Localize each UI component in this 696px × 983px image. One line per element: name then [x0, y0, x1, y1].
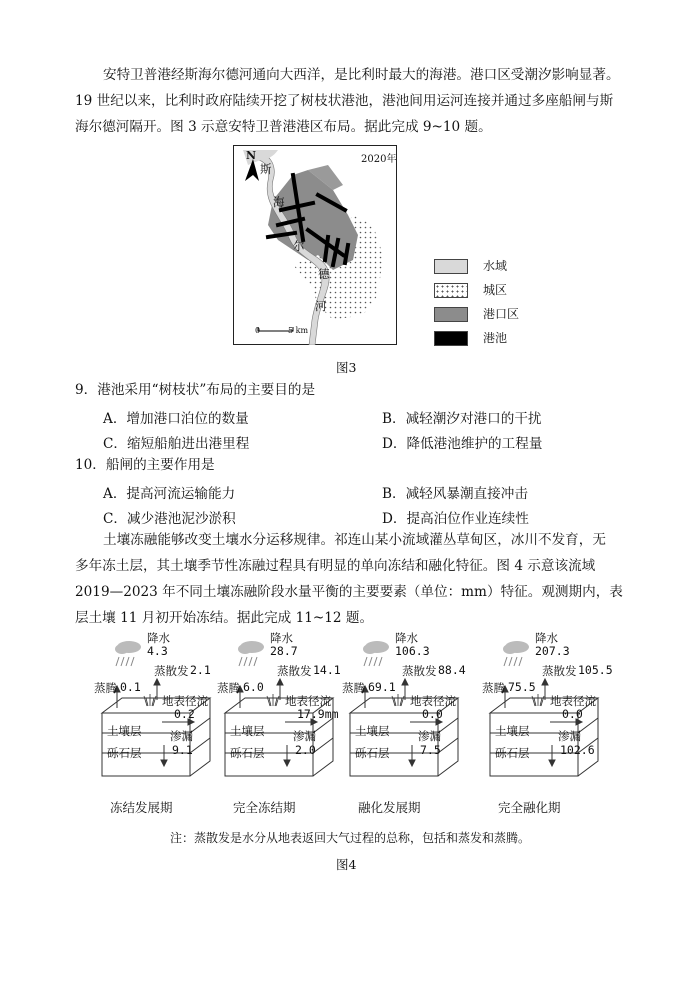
runoff-label: 地表径流	[550, 694, 596, 708]
runoff-value: 0.0	[422, 707, 443, 721]
scale-label: 5 km	[288, 326, 309, 335]
q10-option-a[interactable]: A．提高河流运输能力	[103, 486, 236, 502]
legend-label-dock: 港池	[483, 331, 508, 345]
seep-value: 9.1	[172, 743, 193, 757]
para2-line-1: 土壤冻融能够改变土壤水分运移规律。祁连山某小流域灌丛草甸区，冰川不发育，无	[103, 532, 606, 548]
legend-swatch-dock	[434, 331, 468, 346]
runoff-label: 地表径流	[410, 694, 456, 708]
port-map	[233, 145, 397, 345]
precip-label: 降水	[395, 631, 418, 645]
stage-panel	[92, 630, 217, 815]
runoff-value: 0.0	[562, 707, 583, 721]
transp-label: 蒸腾	[94, 681, 117, 695]
transp-value: 75.5	[508, 680, 536, 694]
transp-label: 蒸腾	[217, 681, 240, 695]
legend-swatch-water	[434, 259, 468, 274]
intro-line-3: 海尔德河隔开。图 3 示意安特卫普港港区布局。据此完成 9~10 题。	[75, 119, 492, 135]
soil-label: 土壤层	[230, 724, 265, 738]
stage-panel	[340, 630, 465, 815]
runoff-value: 17.9mm	[297, 707, 339, 721]
precip-label: 降水	[535, 631, 558, 645]
precip-value: 207.3	[535, 644, 570, 658]
seep-label: 渗漏	[170, 729, 193, 743]
soil-label: 土壤层	[495, 724, 530, 738]
evap-label: 蒸散发	[277, 664, 312, 678]
stage-name: 完全融化期	[498, 800, 561, 815]
grass-icon	[392, 694, 404, 706]
legend-label-water: 水域	[483, 259, 508, 273]
legend-swatch-port	[434, 307, 468, 322]
precip-label: 降水	[147, 631, 170, 645]
seep-label: 渗漏	[293, 729, 316, 743]
q10-option-b[interactable]: B．减轻风暴潮直接冲击	[382, 486, 528, 502]
gravel-label: 砾石层	[230, 746, 265, 760]
q9-option-c[interactable]: C．缩短船舶进出港里程	[103, 436, 250, 452]
precip-value: 4.3	[147, 644, 168, 658]
seep-label: 渗漏	[558, 729, 581, 743]
figure-4-caption: 图4	[336, 857, 357, 872]
transp-label: 蒸腾	[482, 681, 505, 695]
runoff-label: 地表径流	[162, 694, 208, 708]
rain-cloud-icon	[238, 641, 264, 666]
precip-value: 106.3	[395, 644, 430, 658]
river-char-1: 斯	[260, 162, 272, 176]
grass-icon	[532, 694, 544, 706]
legend-swatch-city	[434, 283, 468, 298]
legend-label-port: 港口区	[483, 307, 520, 321]
soil-label: 土壤层	[107, 724, 142, 738]
north-label: N	[246, 149, 257, 162]
transp-label: 蒸腾	[342, 681, 365, 695]
para2-line-3: 2019—2023 年不同土壤冻融阶段水量平衡的主要要素（单位：mm）特征。观测期内，表	[75, 584, 623, 600]
para2-line-4: 层土壤 11 月初开始冻结。据此完成 11~12 题。	[75, 610, 374, 626]
river-char-2: 海	[273, 195, 285, 209]
q10-stem: 10．船闸的主要作用是	[75, 457, 215, 473]
gravel-label: 砾石层	[495, 746, 530, 760]
q9-option-a[interactable]: A．增加港口泊位的数量	[103, 411, 249, 427]
stage-panel	[480, 630, 613, 815]
evap-value: 105.5	[578, 663, 613, 677]
seep-value: 2.0	[295, 743, 316, 757]
scale-zero: 0	[255, 326, 261, 335]
evap-label: 蒸散发	[542, 664, 577, 678]
q10-option-c[interactable]: C．减少港池泥沙淤积	[103, 511, 236, 527]
grass-icon	[144, 694, 156, 706]
legend-label-city: 城区	[483, 283, 508, 297]
stage-name: 冻结发展期	[110, 800, 173, 815]
figure-4-note: 注：蒸散发是水分从地表返回大气过程的总称，包括和蒸发和蒸腾。	[170, 831, 531, 845]
rain-cloud-icon	[115, 641, 141, 666]
q9-option-d[interactable]: D．降低港池维护的工程量	[382, 436, 543, 452]
evap-label: 蒸散发	[154, 664, 189, 678]
river-char-3: 尔	[293, 239, 305, 253]
gravel-label: 砾石层	[355, 746, 390, 760]
river-char-5: 河	[315, 299, 327, 313]
runoff-label: 地表径流	[285, 694, 331, 708]
q9-stem: 9．港池采用“树枝状”布局的主要目的是	[75, 382, 316, 398]
map-year: 2020年	[361, 154, 397, 165]
transp-value: 0.1	[120, 680, 141, 694]
q10-option-d[interactable]: D．提高泊位作业连续性	[382, 511, 529, 527]
seep-value: 102.6	[560, 743, 595, 757]
intro-line-1: 安特卫普港经斯海尔德河通向大西洋，是比利时最大的海港。港口区受潮汐影响显著。	[103, 67, 620, 83]
evap-value: 14.1	[313, 663, 341, 677]
rain-cloud-icon	[503, 641, 529, 666]
rain-cloud-icon	[363, 641, 389, 666]
seep-value: 7.5	[420, 743, 441, 757]
runoff-value: 0.2	[174, 707, 195, 721]
para2-line-2: 多年冻土层，其土壤季节性冻融过程具有明显的单向冻结和融化特征。图 4 示意该流域	[75, 558, 596, 574]
gravel-label: 砾石层	[107, 746, 142, 760]
precip-value: 28.7	[270, 644, 298, 658]
transp-value: 69.1	[368, 680, 396, 694]
figure-3-map	[233, 145, 397, 345]
stage-name: 融化发展期	[358, 800, 421, 815]
evap-value: 88.4	[438, 663, 466, 677]
evap-label: 蒸散发	[402, 664, 437, 678]
transp-value: 6.0	[243, 680, 264, 694]
intro-line-2: 19 世纪以来，比利时政府陆续开挖了树枝状港池，港池间用运河连接并通过多座船闸与斯	[75, 93, 614, 109]
soil-label: 土壤层	[355, 724, 390, 738]
evap-value: 2.1	[190, 663, 211, 677]
stage-panel	[215, 630, 340, 815]
figure-3-caption: 图3	[336, 360, 357, 375]
river-char-4: 德	[318, 267, 330, 281]
stage-name: 完全冻结期	[233, 800, 296, 815]
precip-label: 降水	[270, 631, 293, 645]
seep-label: 渗漏	[418, 729, 441, 743]
grass-icon	[267, 694, 279, 706]
q9-option-b[interactable]: B．减轻潮汐对港口的干扰	[382, 411, 542, 427]
